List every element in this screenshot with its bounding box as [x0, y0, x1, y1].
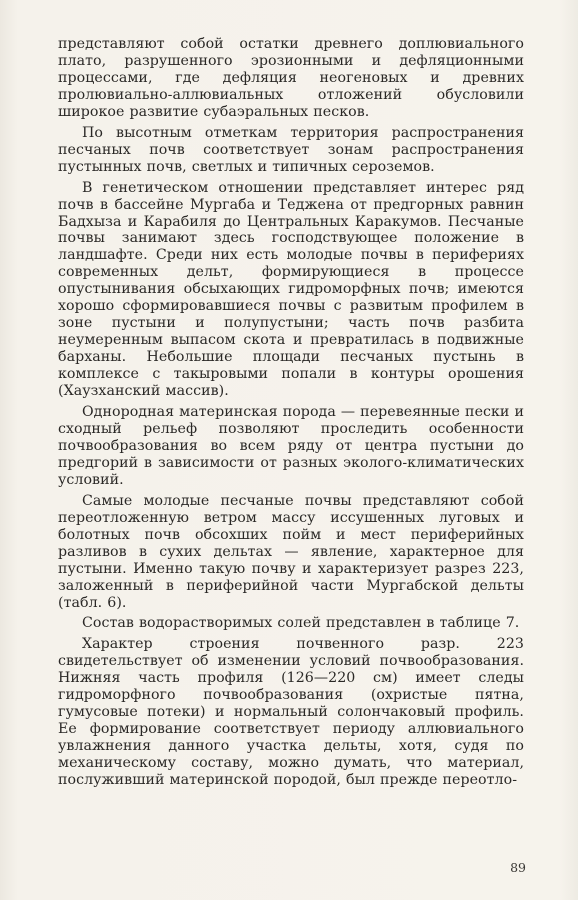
paragraph-continuation: представляют собой остатки древнего доплювиального плато, разрушенного эрозионными и дефляционными процессами, где дефляция неогеновых и древних пролювиально-аллювиальных отложений обусловили широкое развитие субаэральных песков. [58, 36, 524, 120]
paragraph-parent-rock: Однородная материнская порода — перевеянные пески и сходный рельеф позволяют проследить особенности почвообразования во всем ряду от центра пустыни до предгорий в зависимости от разных эколого-климатических условий. [58, 404, 524, 488]
text-column [58, 36, 524, 793]
paragraph-young-soils: Самые молодые песчаные почвы представляют собой переотложенную ветром массу иссушенных луговых и болотных почв обсохших пойм и мест периферийных разливов в сухих дельтах — явление, характерное для пустыни. Именно такую почву и характеризует разрез 223, заложенный в периферийной части Мургабской дельты (табл. 6). [58, 492, 524, 611]
paragraph-genetic: В генетическом отношении представляет интерес ряд почв в бассейне Мургаба и Теджена от предгорных равнин Бадхыза и Карабиля до Центральных Каракумов. Песчаные почвы занимают здесь господствующее положение в ландшафте. Среди них есть молодые почвы в перифериях современных дельт, формирующиеся в процессе опустынивания обсыхающих гидроморфных почв; имеются хорошо сформировавшиеся почвы с развитым профилем в зоне пустыни и полупустыни; часть почв разбита неумеренным выпасом скота и превратилась в подвижные барханы. Небольшие площади песчаных пустынь в комплексе с такыровыми попали в контуры орошения (Хаузханский массив). [58, 179, 524, 400]
paragraph-elevation: По высотным отметкам территория распространения песчаных почв соответствует зонам распространения пустынных почв, светлых и типичных сероземов. [58, 124, 524, 175]
paragraph-salts: Состав водорастворимых солей представлен в таблице 7. [82, 615, 520, 632]
paragraph-profile-structure: Характер строения почвенного разр. 223 свидетельствует об изменении условий почвообразования. Нижняя часть профиля (126—220 см) имеет следы гидроморфного почвообразования (охристые пятна, гумусовые потеки) и нормальный солончаковый профиль. Ее формирование соответствует периоду аллювиального увлажнения данного участка дельты, хотя, судя по механическому составу, можно думать, что материал, послуживший материнской породой, был прежде переотло- [58, 636, 524, 789]
page-number: 89 [510, 860, 526, 875]
